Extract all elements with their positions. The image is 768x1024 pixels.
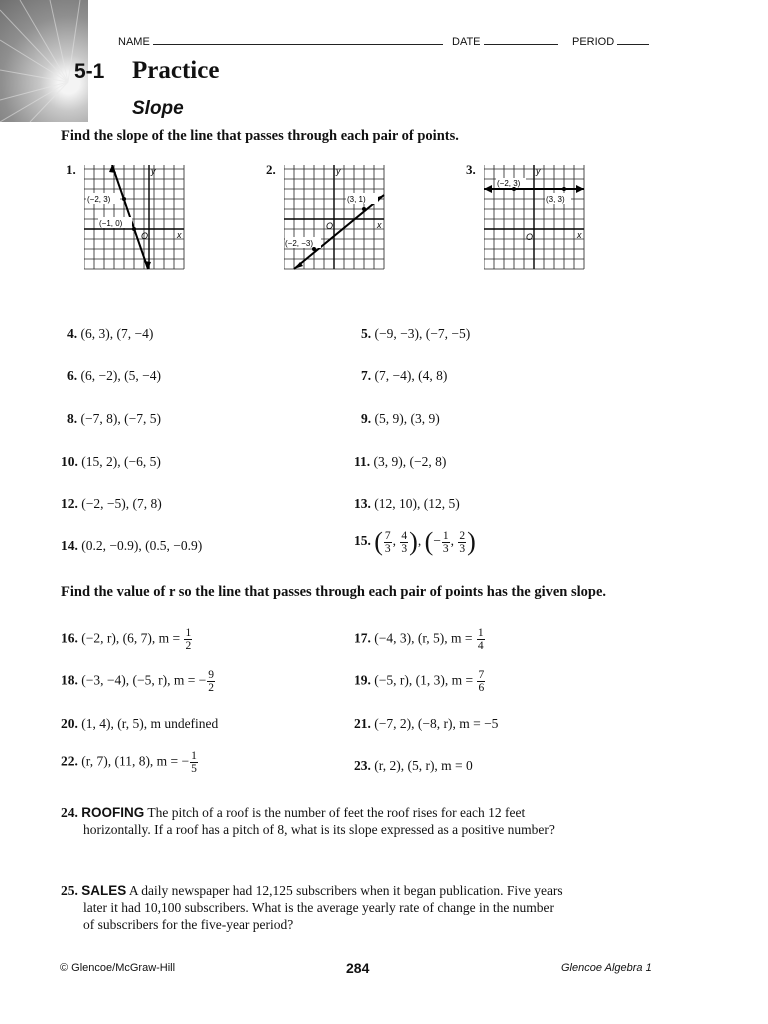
date-field [452,34,558,48]
graph-2 [284,165,388,271]
graph3-y-axis-label: y [536,166,541,176]
page-title: Practice [132,57,220,84]
problem-6: 6. (6, −2), (5, −4) [67,368,161,383]
graph3-origin-label: O [526,232,534,242]
graph1-origin-label: O [141,231,149,241]
lesson-number: 5-1 [74,60,105,83]
problem-20: 20. (1, 4), (r, 5), m undefined [61,716,219,731]
section1-instruction: Find the slope of the line that passes through each pair of points. [61,128,459,144]
problem-9: 9. (5, 9), (3, 9) [361,411,440,426]
date-label: DATE [452,36,481,48]
graph3-point-label: (3, 3) [546,195,565,204]
name-field [118,34,443,48]
graph3-x-axis-label: x [577,230,582,240]
date-blank[interactable] [484,34,558,45]
graph-1 [84,165,188,271]
problem-7: 7. (7, −4), (4, 8) [361,368,448,383]
period-field [572,34,649,48]
graph-3 [484,165,588,271]
problem-24: 24. ROOFING The pitch of a roof is the number of feet the roof rises for each 12 feet horizontally. If a roof has a pitch of 8, what is its slope expressed as a positive number? [61,805,555,837]
graph2-point-label: (3, 1) [347,195,366,204]
graph1-point-label: (−2, 3) [87,195,111,204]
problem-21: 21. (−7, 2), (−8, r), m = −5 [354,716,499,731]
problem-15: 15. ( $\frac{7}{3}$ , $\frac{4}{3}$ ), (− $\frac{1}{3}$ , $\frac{2}{3}$ ) [354,527,476,556]
problem-22: 22. (r, 7), (11, 8), m = − $\frac{1}{5}$ [61,750,197,775]
name-blank[interactable] [153,34,443,45]
footer-book-title: Glencoe Algebra 1 [561,962,652,974]
problem-10: 10. (15, 2), (−6, 5) [61,454,161,469]
problem-19: 19. (−5, r), (1, 3), m = $\frac{7}{6}$ [354,669,485,694]
problem-12: 12. (−2, −5), (7, 8) [61,496,162,511]
problem-16: 16. (−2, r), (6, 7), m = $\frac{1}{2}$ [61,627,192,652]
section2-instruction: Find the value of r so the line that passes through each pair of points has the given slope. [61,584,607,600]
problem-23: 23. (r, 2), (5, r), m = 0 [354,758,473,773]
graph1-x-axis-label: x [177,230,182,240]
problem-14: 14. (0.2, −0.9), (0.5, −0.9) [61,538,203,553]
graph2-number: 2. [266,162,276,177]
footer-copyright: © Glencoe/McGraw-Hill [60,962,176,974]
period-label: PERIOD [572,36,615,48]
period-blank[interactable] [617,34,649,45]
graph2-origin-label: O [326,221,334,231]
problem-13: 13. (12, 10), (12, 5) [354,496,460,511]
problem-11: 11. (3, 9), (−2, 8) [354,454,447,469]
graph1-number: 1. [66,162,76,177]
problem-8: 8. (−7, 8), (−7, 5) [67,411,161,426]
problem-17: 17. (−4, 3), (r, 5), m = $\frac{1}{4}$ [354,627,484,652]
graph1-point-label: (−1, 0) [99,219,123,228]
graph2-x-axis-label: x [377,220,382,230]
graph1-y-axis-label: y [151,166,156,176]
graph3-number: 3. [466,162,476,177]
page-subtitle: Slope [132,98,184,119]
problem-4: 4. (6, 3), (7, −4) [67,326,154,341]
page-number: 284 [346,960,370,976]
graph2-point-label: (−2, −3) [285,239,314,248]
name-label: NAME [118,36,150,48]
problem-18: 18. (−3, −4), (−5, r), m = − $\frac{9}{2}$ [61,669,215,694]
problem-25: 25. SALES A daily newspaper had 12,125 subscribers when it began publication. Five years later it had 10,100 subscribers. What is the average yearly rate of change in the number of subscribers for the five-year period? [61,883,563,932]
problem-5: 5. (−9, −3), (−7, −5) [361,326,471,341]
graph3-point-label: (−2, 3) [497,179,521,188]
graph2-y-axis-label: y [336,166,341,176]
